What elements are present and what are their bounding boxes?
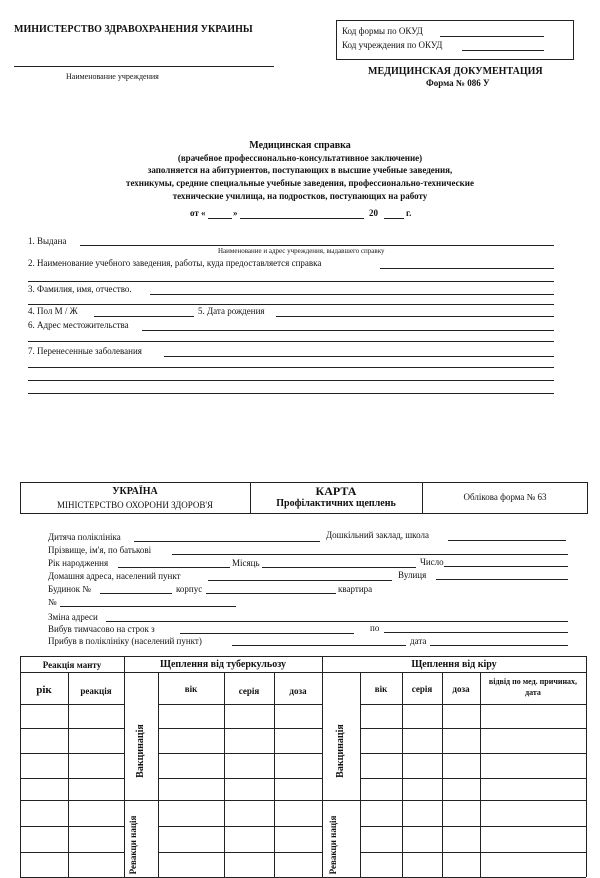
date-year-line (384, 218, 404, 219)
mantoux-header-bottom (20, 672, 124, 673)
row-line-2 (20, 753, 124, 754)
okud-inst-label: Код учреждения по ОКУД (342, 40, 443, 50)
full-name-line-2 (28, 304, 554, 305)
row-line-3-ms (360, 778, 586, 779)
card-subtitle: Профілактичних щеплень (276, 498, 396, 509)
field-birth-date: 5. Дата рождения (198, 306, 265, 316)
institution-label: Наименование учреждения (66, 72, 159, 81)
header-ms-age: вік (374, 684, 388, 694)
col-ms-dose (480, 672, 481, 877)
header-ms-series: серія (411, 684, 433, 694)
doc-desc-2: техникумы, средние специальные учебные заведения, профессионально-технические (126, 178, 474, 188)
measles-header-bottom (322, 672, 586, 673)
tb-vaccination-label: Вакцинація (135, 724, 146, 778)
doc-desc-3: технические училища, на подростков, поступающих на работу (172, 191, 428, 201)
header-measles: Щеплення від кіру (411, 659, 497, 670)
col-ms-label (360, 672, 361, 877)
row-line-2-ms (360, 753, 586, 754)
table-top (20, 656, 586, 657)
full-name-line (150, 294, 554, 295)
row-line-4-tb (158, 826, 322, 827)
ms-vaccination-label: Вакцинація (335, 724, 346, 778)
card-arrived: Прибув в поліклініку (населений пункт) (48, 636, 202, 646)
col-tb-end (322, 656, 323, 877)
card-building: Будинок № (48, 584, 91, 594)
header-tb-age: вік (184, 684, 198, 694)
card-ministry: МІНІСТЕРСТВО ОХОРОНИ ЗДОРОВ'Я (57, 500, 213, 510)
card-to: по (370, 623, 380, 633)
institution-line (14, 66, 274, 67)
card-street: Вулиця (398, 570, 427, 580)
doc-subtitle: (врачебное профессионально-консультативное заключение) (177, 153, 423, 163)
row-line-3 (20, 778, 124, 779)
header-mantoux: Реакція манту (42, 660, 102, 670)
header-tb: Щеплення від туберкульозу (160, 659, 286, 670)
okud-form-line (440, 36, 544, 37)
card-preschool: Дошкільний заклад, школа (326, 530, 429, 540)
col-mantoux-end (124, 656, 125, 877)
home-line (208, 580, 392, 581)
card-date: дата (410, 636, 427, 646)
card-day: Число (420, 557, 444, 567)
field-institution-name: 2. Наименование учебного заведения, работы, куда предоставляется справка (28, 258, 322, 268)
address-change-line (106, 621, 568, 622)
issued-line (80, 245, 554, 246)
left-temp-line (180, 633, 354, 634)
card-birth-year: Рік народження (48, 558, 109, 568)
preschool-line (448, 540, 566, 541)
table-right (586, 656, 587, 877)
header-tb-dose: доза (289, 686, 307, 696)
row-line-4-ms (360, 826, 586, 827)
col-ms-series (442, 672, 443, 877)
tb-header-bottom (124, 672, 322, 673)
row-line-2-tb (158, 753, 322, 754)
field-issued: 1. Выдана (28, 236, 67, 246)
row-line-1-tb (158, 728, 322, 729)
section-divider (20, 800, 586, 801)
ministry-header: МИНИСТЕРСТВО ЗДРАВОХРАНЕНИЯ УКРАИНЫ (14, 24, 253, 35)
col-tb-series (274, 672, 275, 877)
street-line (436, 579, 568, 580)
to-line (384, 632, 568, 633)
doc-title: Медицинская справка (249, 140, 351, 151)
field-address: 6. Адрес местожительства (28, 320, 129, 330)
number-line (60, 606, 236, 607)
card-flat: квартира (338, 584, 373, 594)
diseases-line-2 (28, 367, 554, 368)
col-ms-age (402, 672, 403, 877)
address-line-2 (28, 341, 554, 342)
card-number: № (48, 597, 57, 607)
date-month-line (240, 218, 364, 219)
card-name: Прізвище, ім'я, по батькові (48, 545, 152, 555)
okud-form-label: Код формы по ОКУД (342, 26, 423, 36)
row-line-3-tb (158, 778, 322, 779)
field-full-name: 3. Фамилия, имя, отчество. (28, 284, 132, 294)
day-line (444, 566, 568, 567)
clinic-line (134, 541, 320, 542)
diseases-line-3 (28, 380, 554, 381)
date-day-line (208, 218, 232, 219)
header-reaction: реакція (80, 686, 112, 696)
subheader-bottom-tb (158, 704, 322, 705)
row-line-5-tb (158, 852, 322, 853)
okud-inst-line (462, 50, 544, 51)
arrived-line (232, 645, 406, 646)
header-year: рік (36, 684, 52, 696)
sex-line (94, 316, 194, 317)
card-country: УКРАЇНА (112, 486, 158, 497)
date-end: г. (406, 208, 412, 218)
col-tb-label (158, 672, 159, 877)
field-sex: 4. Пол М / Ж (28, 306, 78, 316)
ms-revaccination-label: Ревакци нація (328, 815, 338, 875)
card-left-temp: Вибув тимчасово на строк з (48, 624, 155, 634)
korpus-line (206, 593, 336, 594)
month-line (262, 567, 416, 568)
date-year: 20 (369, 208, 378, 218)
institution-name-line-2 (28, 281, 554, 282)
doc-desc-1: заполняется на абитуриентов, поступающих в высшие учебные заведения, (147, 165, 453, 175)
institution-name-line (380, 268, 554, 269)
header-ms-refusal: відвід по мед. причинах, дата (488, 677, 578, 697)
med-doc-label: МЕДИЦИНСКАЯ ДОКУМЕНТАЦИЯ (368, 66, 543, 77)
birth-date-line (276, 316, 554, 317)
card-korpus: корпус (176, 584, 203, 594)
card-title: КАРТА (315, 484, 357, 498)
row-line-5 (20, 852, 124, 853)
tb-revaccination-label: Ревакци нація (128, 815, 138, 875)
row-line-4 (20, 826, 124, 827)
card-month: Місяць (232, 558, 260, 568)
subheader-bottom-left (20, 704, 124, 705)
subheader-bottom-measles (360, 704, 586, 705)
header-ms-dose: доза (452, 684, 470, 694)
row-line-1 (20, 728, 124, 729)
row-line-5-ms (360, 852, 586, 853)
card-home-address: Домашня адреса, населений пункт (48, 571, 181, 581)
address-line (142, 330, 554, 331)
card-clinic: Дитяча поліклініка (48, 532, 121, 542)
name-line (172, 554, 568, 555)
form-number: Форма № 086 У (426, 78, 490, 88)
date-mid: » (233, 208, 238, 218)
diseases-line-4 (28, 393, 554, 394)
diseases-line (164, 356, 554, 357)
card-address-change: Зміна адреси (48, 612, 98, 622)
row-line-1-ms (360, 728, 586, 729)
issued-note: Наименование и адрес учреждения, выдавшего справку (218, 247, 385, 255)
col-tb-age (224, 672, 225, 877)
header-tb-series: серія (238, 686, 260, 696)
card-form-number: Облікова форма № 63 (463, 492, 547, 502)
col-mantoux-split (68, 672, 69, 877)
building-line (100, 593, 172, 594)
date-line (430, 645, 568, 646)
date-from: от « (190, 208, 206, 218)
field-diseases: 7. Перенесенные заболевания (28, 346, 142, 356)
birth-year-line (118, 567, 230, 568)
